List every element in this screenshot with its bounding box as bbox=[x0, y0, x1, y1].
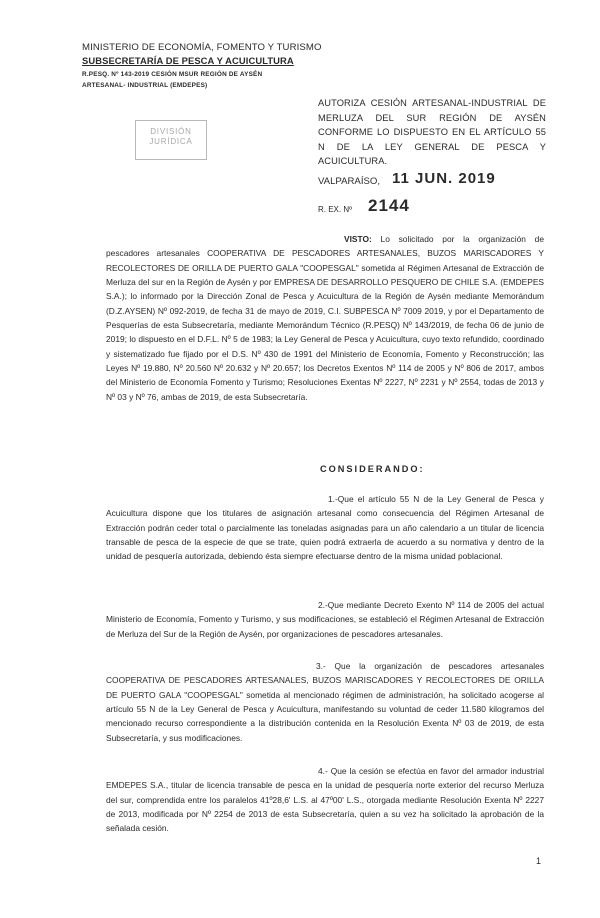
visto-text: Lo solicitado por la organización de pescadores artesanales COOPERATIVA DE PESCADORES ARTESANALES, BUZOS MARISCADORES Y RECOLECTORES DE ORILLA DE PUERTO GALA "COOPESGAL" sometida al Régimen Artesanal de Extracción de Merluza del sur en la Región de Aysén y por EMPRESA DE DESARROLLO PESQUERO DE CHILE S.A. (EMDEPES S.A.); lo informado por la Dirección Zonal de Pesca y Acuicultura de la Región de Aysén mediante Memorándum (D.Z.AYSEN) Nº 092-2019, de fecha 31 de mayo de 2019, C.I. SUBPESCA Nº 7009 2019, y por el Departamento de Pesquerías de esta Subsecretaría, mediante Memorándum Técnico (R.PESQ) Nº 143/2019, de fecha 06 de junio de 2019; lo dispuesto en el D.F.L. Nº 5 de 1983; la Ley General de Pesca y Acuicultura, cuyo texto refundido, coordinado y sistematizado fue fijado por el D.S. Nº 430 de 1991 del Ministerio de Economía, Fomento y Reconstrucción; las Leyes Nº 19.880, Nº 20.560 Nº 20.632 y Nº 20.657; los Decretos Exentos Nº 114 de 2005 y Nº 806 de 2017, ambos del Ministerio de Economía Fomento y Turismo; Resoluciones Exentas Nº 2227, Nº 2231 y Nº 2554, todas de 2013 y Nº 03 y Nº 76, ambas de 2019, de esta Subsecretaría. bbox=[106, 234, 544, 402]
visto-paragraph bbox=[106, 232, 544, 404]
stamp-line-2: JURÍDICA bbox=[149, 137, 193, 146]
considerando-paragraph-1 bbox=[106, 492, 544, 564]
reference-line-1: R.PESQ. Nº 143-2019 CESIÓN MSUR REGIÓN DE AYSÉN bbox=[82, 71, 263, 78]
paragraph-3-text: 3.- Que la organización de pescadores artesanales COOPERATIVA DE PESCADORES ARTESANALES, BUZOS MARISCADORES Y RECOLECTORES DE ORILLA DE PUERTO GALA "COOPESGAL" sometida al mencionado régimen de administración, ha solicitado acogerse al artículo 55 N de la Ley General de Pesca y Acuicultura, manifestando su voluntad de ceder 11.580 kilogramos del mencionado recurso correspondiente a la distribución contenida en la Resolución Exenta Nº 03 de 2019, de esta Subsecretaría, y sus modificaciones. bbox=[106, 661, 544, 743]
resolution-date: 11 JUN. 2019 bbox=[392, 170, 496, 187]
considerando-heading: CONSIDERANDO: bbox=[320, 464, 425, 474]
reference-line-2: ARTESANAL- INDUSTRIAL (EMDEPES) bbox=[82, 82, 208, 89]
paragraph-1-text: 1.-Que el artículo 55 N de la Ley General de Pesca y Acuicultura dispone que los titulares de asignación artesanal como consecuencia del Régimen Artesanal de Extracción podrán ceder total o parcialmente las toneladas asignadas para un año calendario a un titular de licencia transable de pesca de la especie de que se trate, quien podrá extraerla de acuerdo a su normativa y dentro de la unidad de pesquería autorizada, debiendo ésta siempre efectuarse dentro de la misma unidad poblacional. bbox=[106, 494, 544, 562]
considerando-paragraph-2 bbox=[106, 598, 544, 641]
ministry-header: MINISTERIO DE ECONOMÍA, FOMENTO Y TURISMO bbox=[82, 42, 322, 53]
resolution-title: AUTORIZA CESIÓN ARTESANAL-INDUSTRIAL DE MERLUZA DEL SUR REGIÓN DE AYSÉN CONFORME LO DISPUESTO EN EL ARTÍCULO 55 N DE LA LEY GENERAL DE PESCA Y ACUICULTURA. bbox=[318, 98, 546, 167]
visto-label: VISTO: bbox=[344, 234, 372, 244]
place-label: VALPARAÍSO, bbox=[318, 176, 381, 187]
considerando-paragraph-3 bbox=[106, 659, 544, 745]
resolution-number-label: R. EX. Nº bbox=[318, 205, 353, 214]
considerando-paragraph-4 bbox=[106, 764, 544, 836]
division-stamp bbox=[135, 120, 207, 160]
subsecretaria-header: SUBSECRETARÍA DE PESCA Y ACUICULTURA bbox=[82, 55, 294, 66]
page-number: 1 bbox=[536, 856, 542, 866]
paragraph-4-text: 4.- Que la cesión se efectúa en favor del armador industrial EMDEPES S.A., titular de licencia transable de pesca en la unidad de pesquería norte exterior del recurso Merluza del sur, comprendida entre los paralelos 41º28,6' L.S. al 47º00' L.S., otorgada mediante Resolución Exenta Nº 2227 de 2013, modificada por Nº 2254 de 2013 de esta Subsecretaría, quien a su vez ha solicitado la aprobación de la señalada cesión. bbox=[106, 766, 544, 834]
paragraph-2-text: 2.-Que mediante Decreto Exento Nº 114 de 2005 del actual Ministerio de Economía, Fomento y Turismo, y sus modificaciones, se estableció el Régimen Artesanal de Extracción de Merluza del Sur de la Región de Aysén, por organizaciones de pescadores artesanales. bbox=[106, 600, 544, 639]
resolution-number: 2144 bbox=[368, 196, 410, 215]
stamp-line-1: DIVISIÓN bbox=[150, 127, 192, 136]
